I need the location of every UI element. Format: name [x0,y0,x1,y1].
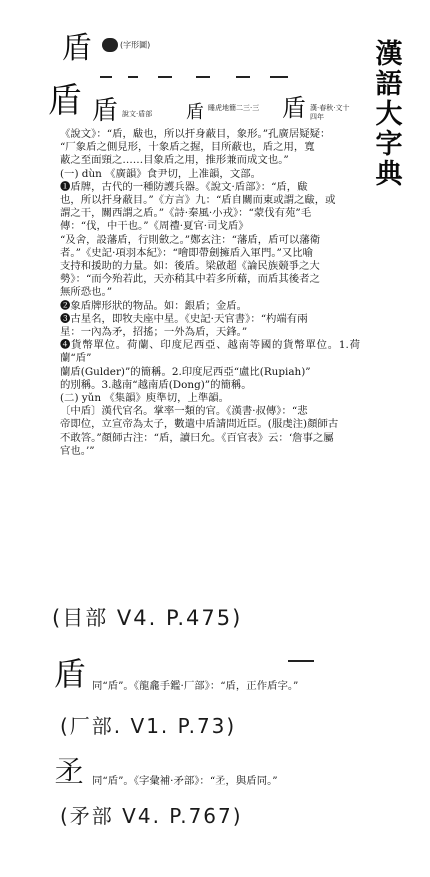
form-label-2: 睡虎地簡二三·三 [208,104,260,112]
dash-mark [270,76,288,78]
entry-line: 無所恐也。” [60,286,113,299]
variant-text-1: 同“盾”。《龍龕手鑑·厂部》：“盾，正作盾字。” [92,680,299,692]
handwritten-reference-2: (厂部. V1. P.73) [60,714,237,738]
entry-line: 蘭盾(Gulder)”的簡稱。2.印度尼西亞“盧比(Rupiah)” [60,365,311,378]
variant-char-1: 盾 [54,655,87,693]
entry-line: 者。”《史記·項羽本紀》：“噲即帶劍擁盾入軍門。”又比喻 [60,246,314,259]
top-head-note [100,38,150,52]
entry-line: 〔中盾〕漢代官名。掌率一類的官。《漢書·叔傳》：“悲 [60,405,308,418]
form-char-1: 盾 [92,96,119,126]
entry-line: 《說文》：“盾，瞂也，所以扞身蔽目，象形。”孔廣居疑疑： [60,128,331,140]
entry-line: (二) yǔn 《集韻》庾準切，上準韻。 [60,392,230,405]
entry-line: 官也。’” [60,444,95,457]
handwritten-reference-3: (矛部 V4. P.767) [60,804,243,828]
entry-body [60,128,360,458]
entry-line: “厂象盾之側見形，十象盾之握，目所蔽也，盾之用，寬 [60,141,315,154]
seal-stamp [102,38,118,52]
title-char-1: 漢 [375,39,403,70]
dash-mark [128,76,138,78]
dash-mark [100,76,112,78]
entry-line: 謂之干，關西謂之盾。”《詩·秦風·小戎》：“蒙伐有苑”毛 [60,207,312,220]
entry-line: 不敢答。”顏師古注：“盾，讀曰允。《百官表》云：‘詹事之屬 [60,431,334,444]
variant-text-2: 同“盾”。《字彙補·矛部》：“𥍝，與盾同。” [92,775,278,787]
entry-line: 星：一內為矛，招搖；一外為盾，天鋒。” [60,326,248,339]
dictionary-title [372,40,406,190]
entry-line: 帝即位，立宣帝為太子，數遣中盾請問近臣。(服虔注)顏師古 [60,418,339,431]
entry-line: (一) dùn 《廣韻》食尹切，上准韻，文部。 [60,167,261,180]
title-char-5: 典 [375,159,403,190]
top-head-note-text: (字形圖) [120,40,151,50]
form-char-3: 盾 [282,94,306,122]
entry-line: ❸古星名，即牧夫座中星。《史記·天官書》：“杓端有兩 [60,312,308,325]
entry-line: 也，所以扞身蔽目。”《方言》九：“盾自關而東或謂之瞂，或 [60,194,336,207]
entry-line: ❶盾牌，古代的一種防護兵器。《說文·盾部》：“盾，瞂 [60,180,308,193]
form-char-2: 盾 [186,102,204,123]
main-head-char: 盾 [48,81,82,121]
dash-mark [288,660,314,662]
title-char-2: 語 [375,69,403,100]
entry-line: 勢》：“而今殆若此，天亦稍其中若多所藉，而盾其後者之 [60,273,320,286]
handwritten-reference-1: (目部 V4. P.475) [52,606,243,630]
entry-line: 蔽之至面頸之……目象盾之用，推形兼而成文也。” [60,154,289,167]
entry-line: 傳：“伐，中干也。”《周禮·夏官·司戈盾》 [60,220,249,233]
entry-line: ❷象盾牌形狀的物品。如：銀盾；金盾。 [60,299,248,312]
entry-line: 支持和援助的力量。如：後盾。梁啟超《論民族競爭之大 [60,260,320,273]
dash-mark [196,76,210,78]
entry-line: “及舍，設藩盾，行則斂之。”鄭玄注：“藩盾，盾可以藩衛 [60,233,321,246]
form-label-3: 漢·春秋·文十四年 [310,104,350,121]
top-head-char: 盾 [62,31,92,66]
title-char-4: 字 [375,129,403,160]
title-char-3: 大 [375,99,403,130]
dash-mark [158,76,172,78]
form-label-1: 說文·盾部 [122,110,153,118]
dash-mark [236,76,250,78]
variant-char-2: 𥍝 [54,755,84,790]
entry-line: ❹貨幣單位。荷蘭、印度尼西亞、越南等國的貨幣單位。1.荷蘭“盾” [60,339,360,365]
entry-line: 的別稱。3.越南“越南盾(Dong)”的簡稱。 [60,378,252,391]
